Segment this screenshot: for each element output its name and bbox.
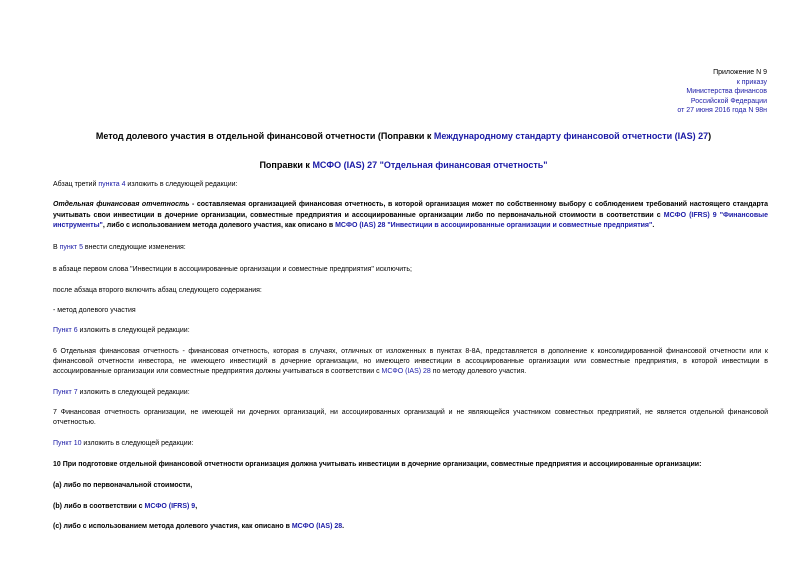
paragraph-equity-method: - метод долевого участия — [53, 307, 136, 314]
paragraph-item6-text: 6 Отдельная финансовая отчетность - финансовая отчетность, которая в случаях, отличных от изложенных в пунктах 8-8А, представляется в дополнение к консолидированной финансовой отчетности или к финансовой отчетности инвестора, не имеющего инвестиций в дочерние организации, но имеющего инвестиции в ассоциированные организации или совместные предприятия, в которой инвестиции в ассоциированные организации или совместные предприятия должны учитываться в соответствии с МСФО (IAS) 28 по методу долевого участия. — [53, 348, 768, 375]
appendix-order-link[interactable]: к приказу — [736, 78, 767, 86]
paragraph-item10: Пункт 10 изложить в следующей редакции: — [53, 440, 194, 447]
appendix-ministry-link[interactable]: Министерства финансов — [686, 88, 767, 95]
ias27-link[interactable]: МСФО (IAS) 27 "Отдельная финансовая отчетность" — [312, 160, 548, 170]
item6-link[interactable]: Пункт 6 — [53, 327, 78, 334]
paragraph-item5: В пункт 5 внести следующие изменения: — [53, 244, 186, 251]
item5-link[interactable]: пункт 5 — [59, 244, 83, 251]
paragraph-item7-text: 7 Финансовая отчетность организации, не имеющей ни дочерних организаций, ни ассоциированных организаций и не являющейся участником совместных предприятий, не является отдельной финансовой отчетностью. — [53, 409, 768, 426]
ias27-standard-link[interactable]: Международному стандарту финансовой отчетности (IAS) 27 — [433, 131, 709, 141]
ias28-link-2[interactable]: МСФО (IAS) 28 — [381, 368, 431, 375]
item4-link[interactable]: пункта 4 — [98, 181, 126, 188]
paragraph-item6: Пункт 6 изложить в следующей редакции: — [53, 327, 190, 334]
item7-link[interactable]: Пункт 7 — [53, 389, 78, 396]
document-subtitle: Поправки к МСФО (IAS) 27 "Отдельная финансовая отчетность" — [259, 160, 548, 170]
appendix-date-link[interactable]: от 27 июня 2016 года N 98н — [677, 107, 767, 114]
ias28-link[interactable]: МСФО (IAS) 28 "Инвестиции в ассоциированные организации и совместные предприятия" — [335, 222, 653, 229]
ias28-link-3[interactable]: МСФО (IAS) 28 — [291, 523, 343, 530]
appendix-number: Приложение N 9 — [713, 69, 767, 76]
definition-paragraph: Отдельная финансовая отчетность - составляемая организацией финансовая отчетность, в которой организация может по собственному выбору с соблюдением требований настоящего стандарта учитывать свои инвестиции в дочерние организации, совместные предприятия и ассоциированные организации либо по первоначальной стоимости в соответствии с МСФО (IFRS) 9 "Финансовые инструменты", либо с использованием метода долевого участия, как описано в МСФО (IAS) 28 "Инвестиции в ассоциированные организации и совместные предприятия". — [53, 201, 769, 229]
item10-link[interactable]: Пункт 10 — [53, 440, 82, 447]
appendix-federation-link[interactable]: Российской Федерации — [690, 97, 767, 105]
paragraph-add-abzac: после абзаца второго включить абзац следующего содержания: — [53, 287, 262, 294]
appendix-block — [677, 68, 767, 116]
paragraph-item10-text: 10 При подготовке отдельной финансовой отчетности организация должна учитывать инвестиции в дочерние организации, совместные предприятия и ассоциированные организации: — [53, 461, 702, 468]
option-b: (b) либо в соответствии с МСФО (IFRS) 9, — [53, 503, 198, 510]
document-title: Метод долевого участия в отдельной финансовой отчетности (Поправки к Международному стандарту финансовой отчетности (IAS) 27) — [95, 131, 712, 141]
paragraph-exclude-words: в абзаце первом слова "Инвестиции в ассоциированные организации и совместные предприятия" исключить; — [53, 266, 412, 273]
ifrs9-link[interactable]: МСФО (IFRS) 9 "Финансовые инструменты" — [53, 211, 768, 229]
option-c: (c) либо с использованием метода долевого участия, как описано в МСФО (IAS) 28. — [53, 523, 345, 530]
paragraph-item4: Абзац третий пункта 4 изложить в следующей редакции: — [53, 181, 238, 188]
option-a: (a) либо по первоначальной стоимости, — [53, 482, 193, 489]
paragraph-item7: Пункт 7 изложить в следующей редакции: — [53, 389, 190, 396]
ifrs9-link-2[interactable]: МСФО (IFRS) 9 — [144, 503, 196, 510]
